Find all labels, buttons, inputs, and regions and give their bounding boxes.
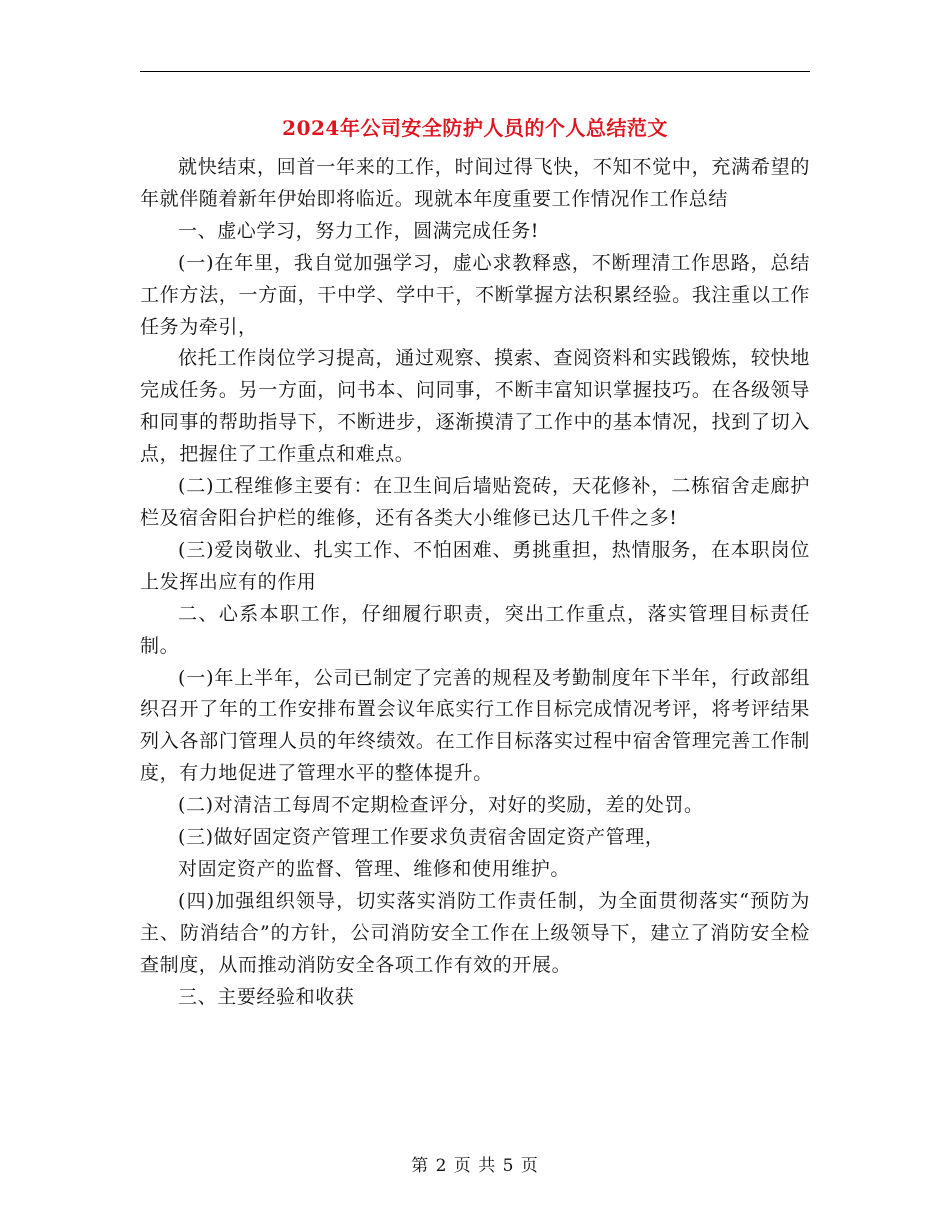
section-heading-3: 三、主要经验和收获 [178, 985, 355, 1008]
paragraph-2-1: (一)年上半年，公司已制定了完善的规程及考勤制度年下半年，行政部组织召开了年的工作安排布置会议年底实行工作目标完成情况考评，将考评结果列入各部门管理人员的年终绩效。在工作目标落实过程中宿舍管理完善工作制度，有力地促进了管理水平的整体提升。 [140, 666, 810, 785]
paragraph-2-2: (二)对清洁工每周不定期检查评分，对好的奖励，差的处罚。 [178, 794, 704, 817]
paragraph-intro: 就快结束，回首一年来的工作，时间过得飞快，不知不觉中，充满希望的年就伴随着新年伊始即将临近。现就本年度重要工作情况作工作总结 [140, 156, 810, 210]
paragraph-2-3: (三)做好固定资产管理工作要求负责宿舍固定资产管理， [178, 826, 665, 849]
paragraph-1-3: (三)爱岗敬业、扎实工作、不怕困难、勇挑重担，热情服务，在本职岗位上发挥出应有的作用 [140, 538, 810, 593]
document-body [140, 152, 810, 1013]
paragraph-2-4: (四)加强组织领导，切实落实消防工作责任制，为全面贯彻落实“预防为主、防消结合”的方针，公司消防安全工作在上级领导下，建立了消防安全检查制度，从而推动消防安全各项工作有效的开展。 [140, 889, 810, 976]
paragraph-1-1-cont: 依托工作岗位学习提高，通过观察、摸索、查阅资料和实践锻炼，较快地完成任务。另一方面，问书本、问同事，不断丰富知识掌握技巧。在各级领导和同事的帮助指导下，不断进步，逐渐摸清了工作中的基本情况，找到了切入点，把握住了工作重点和难点。 [140, 347, 810, 466]
header-rule [140, 71, 810, 72]
paragraph-1-2: (二)工程维修主要有：在卫生间后墙贴瓷砖，天花修补，二栋宿舍走廊护栏及宿舍阳台护栏的维修，还有各类大小维修已达几千件之多! [140, 475, 810, 529]
paragraph-1-1: (一)在年里，我自觉加强学习，虚心求教释惑，不断理清工作思路，总结工作方法，一方面，干中学、学中干，不断掌握方法积累经验。我注重以工作任务为牵引， [140, 251, 810, 338]
document-title: 2024年公司安全防护人员的个人总结范文 [282, 116, 668, 140]
paragraph-2-3-cont: 对固定资产的监督、管理、维修和使用维护。 [178, 857, 571, 880]
section-heading-2: 二、心系本职工作，仔细履行职责，突出工作重点，落实管理目标责任制。 [140, 602, 810, 657]
page-number: 第 2 页 共 5 页 [411, 1156, 539, 1176]
section-heading-1: 一、虚心学习，努力工作，圆满完成任务! [178, 219, 540, 242]
